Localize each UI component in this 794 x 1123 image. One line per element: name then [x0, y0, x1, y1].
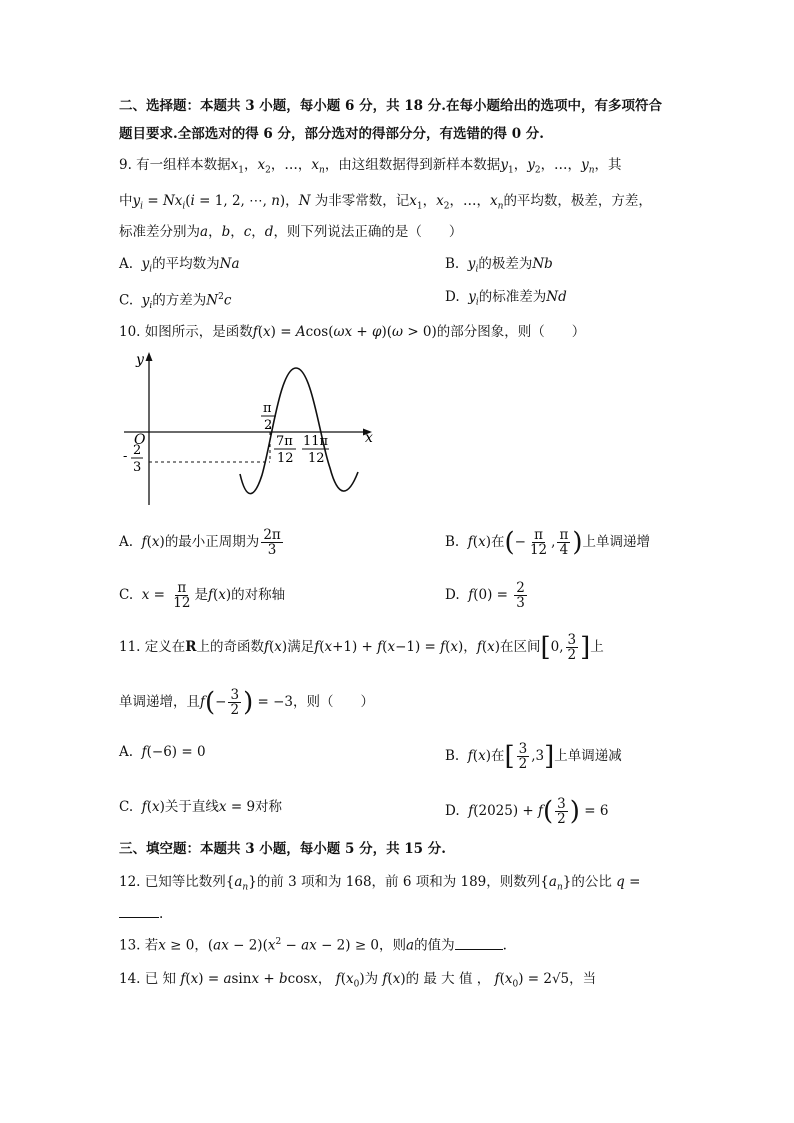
label-pi-over-2-num: π: [263, 401, 272, 416]
q9-stem-line1: 9. 有一组样本数据$x_1$，$x_2$，…，$x_n$，由这组数据得到新样本数据$y_1$，$y_2$，…，$y_n$，其: [119, 157, 622, 176]
q10-stem: 10. 如图所示，是函数f(x) = Acos(ωx + φ)(ω > 0)的部分图象，则（ ）: [119, 324, 586, 340]
label-11pi-over-12-num: 11π: [303, 434, 329, 449]
label-7pi-over-12-num: 7π: [276, 434, 293, 449]
y-axis-arrow: [146, 352, 153, 361]
q12-stem: 12. 已知等比数列$\{a_n\}$的前 3 项和为 168，前 6 项和为 189，则数列$\{a_n\}$的公比 q =: [119, 874, 641, 893]
section-3-header: 三、填空题：本题共 3 小题，每小题 5 分，共 15 分.: [119, 841, 446, 857]
y-axis-label: y: [136, 352, 144, 368]
q10-option-a: A. f(x)的最小正周期为 $\frac{2\pi}{3}$: [119, 527, 281, 558]
origin-label: O: [134, 432, 146, 448]
section-2-header-line1: 二、选择题：本题共 3 小题，每小题 6 分，共 18 分.在每小题给出的选项中，有多项符合: [119, 98, 662, 114]
q9-stem-line3: 标准差分别为a，b，c，d，则下列说法正确的是（ ）: [119, 224, 463, 240]
q11-option-b: B. f(x)在[ $\frac{3}{2}$ ,3]上单调递减: [445, 741, 622, 772]
q12-answer-blank: .: [119, 903, 676, 924]
cosine-curve: [240, 368, 358, 494]
label-neg-two-thirds-num: 2: [133, 443, 142, 458]
label-minus-sign: -: [123, 449, 128, 464]
q10-option-d: D. f(0) = $\frac{2}{3}$: [445, 580, 525, 611]
label-pi-over-2-den: 2: [264, 418, 273, 433]
q14-stem: 14. 已 知 f(x) = asinx + bcosx， $f(x_0)$为 f(x)的 最 大 值 ， $f(x_0) = 2√5$，当: [119, 971, 597, 990]
label-7pi-over-12-den: 12: [277, 451, 294, 466]
q11-option-a: A. f(−6) = 0: [119, 744, 206, 760]
q9-option-a: A. $y_i$的平均数为Na: [119, 256, 240, 275]
q9-option-d: D. $y_i$的标准差为Nd: [445, 289, 567, 308]
q11-option-d: D. f(2025) + f( $\frac{3}{2}$ ) = 6: [445, 796, 609, 827]
q9-stem-line2: 中$y_i = Nx_i(i = 1$, 2, ⋯, n)，N 为非零常数，记$x_1$，$x_2$，…，$x_n$的平均数，极差，方差，: [119, 193, 652, 212]
label-11pi-over-12-den: 12: [308, 451, 325, 466]
q10-option-b: B. f(x)在(− $\frac{\pi}{12}$ , $\frac{\pi}{4}$ )上单调递增: [445, 527, 650, 558]
q10-option-c: C. x = $\frac{\pi}{12}$ 是f(x)的对称轴: [119, 580, 286, 611]
q13-stem: 13. 若x ≥ 0，$(ax - 2)(x^2$ − ax − 2) ≥ 0，则a的值为 .: [119, 932, 676, 956]
q11-stem-line1: 11. 定义在R上的奇函数f(x)满足f(x+1) + f(x−1) = f(x)，f(x)在区间[0, $\frac{3}{2}$ ]上: [119, 632, 604, 663]
label-neg-two-thirds-den: 3: [133, 460, 142, 475]
q9-option-c: C. $y_i$的方差为$N^2c$: [119, 292, 232, 312]
q11-option-c: C. f(x)关于直线x = 9对称: [119, 799, 283, 815]
section-2-header-line2: 题目要求.全部选对的得 6 分，部分选对的得部分分，有选错的得 0 分.: [119, 126, 544, 142]
x-axis-label: x: [365, 430, 373, 446]
q10-function-graph: [122, 350, 382, 510]
q9-option-b: B. $y_i$的极差为Nb: [445, 256, 553, 275]
q13-answer-blank: [455, 935, 503, 950]
q11-stem-line2: 单调递增，且f(− $\frac{3}{2}$ ) = −3，则（ ）: [119, 687, 375, 718]
